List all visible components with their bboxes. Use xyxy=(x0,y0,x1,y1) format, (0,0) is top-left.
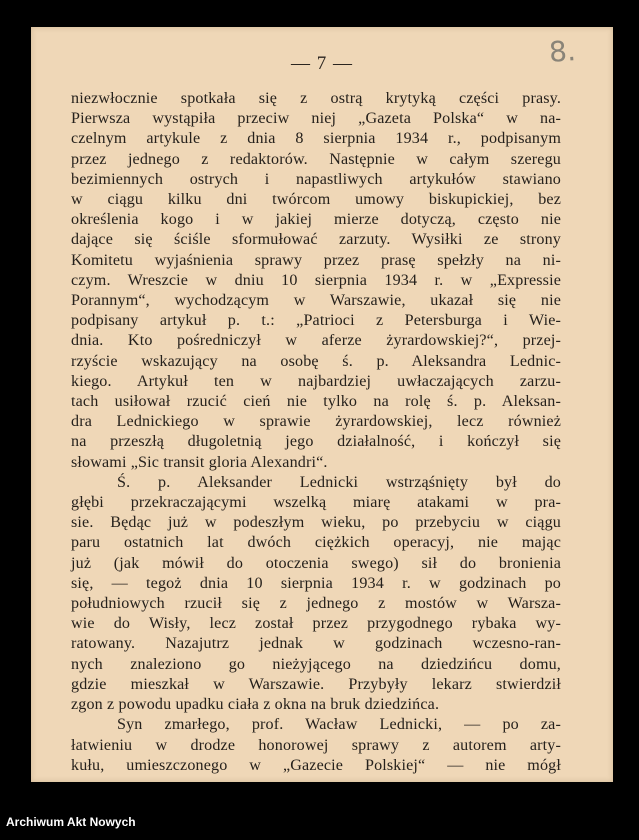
text-line: Pierwsza wystąpiła przeciw niej „Gazeta Polska“ w na- xyxy=(71,110,561,128)
text-line: już (jak mówił do otoczenia swego) sił do bronienia xyxy=(71,554,561,572)
text-line: przez jednego z redaktorów. Następnie w całym szeregu xyxy=(71,150,561,168)
body-text xyxy=(71,89,561,776)
text-line: kiego. Artykuł ten w najbardziej uwłaczających zarzu- xyxy=(71,372,561,390)
text-line: tach usiłował rzucić cień nie tylko na rolę ś. p. Aleksan- xyxy=(71,393,561,411)
text-line: na przeszłą długoletnią jego działalność, i kończył się xyxy=(71,433,561,451)
text-line: określenia kogo i w jakiej mierze dotyczą, często nie xyxy=(71,211,561,229)
text-line: sie. Będąc już w podeszłym wieku, po przebyciu w ciągu xyxy=(71,514,561,532)
text-line: nych znaleziono go nieżyjącego na dziedzińcu domu, xyxy=(71,655,561,673)
text-line: Ś. p. Aleksander Lednicki wstrząśnięty był do xyxy=(117,473,561,491)
text-line: ratowany. Nazajutrz jednak w godzinach wczesno-ran- xyxy=(71,635,561,653)
page-number: — 7 — xyxy=(291,53,353,74)
text-line: się, — tegoż dnia 10 sierpnia 1934 r. w godzinach po xyxy=(71,574,561,592)
text-line: dające się ściśle sformułować zarzuty. Wysiłki ze strony xyxy=(71,231,561,249)
text-line: gdzie mieszkał w Warszawie. Przybyły lekarz stwierdził xyxy=(71,675,561,693)
text-line: niezwłocznie spotkała się z ostrą krytyką części prasy. xyxy=(71,90,561,107)
text-line: głębi przekraczającymi wszelką miarę atakami w pra- xyxy=(71,494,561,512)
text-line: bezimiennych ostrych i napastliwych artykułów stawiano xyxy=(71,170,561,188)
text-line: łatwieniu w drodze honorowej sprawy z autorem arty- xyxy=(71,736,561,754)
text-line: zgon z powodu upadku ciała z okna na bruk dziedzińca. xyxy=(71,696,440,714)
text-line: czelnym artykule z dnia 8 sierpnia 1934 r., podpisanym xyxy=(71,130,561,148)
text-line: rzyście wskazujący na osobę ś. p. Aleksandra Lednic- xyxy=(71,352,561,370)
pencil-annotation: 8. xyxy=(547,34,577,69)
text-line: podpisany artykuł p. t.: „Patrioci z Petersburga i Wie- xyxy=(71,312,561,330)
text-line: w ciągu kilku dni twórcom umowy biskupickiej, bez xyxy=(71,191,561,209)
text-line: paru ostatnich lat dwóch ciężkich operacyj, nie mając xyxy=(71,534,561,552)
text-line: czym. Wreszcie w dniu 10 sierpnia 1934 r. w „Expressie xyxy=(71,271,561,289)
text-line: słowami „Sic transit gloria Alexandri“. xyxy=(71,453,328,471)
text-line: dra Lednickiego w sprawie żyrardowskiej, lecz również xyxy=(71,413,561,431)
document-page xyxy=(31,27,613,782)
text-line: Porannym“, wychodzącym w Warszawie, ukazał się nie xyxy=(71,292,561,310)
text-line: południowych rzucił się z jednego z mostów w Warsza- xyxy=(71,595,561,613)
text-line: Komitetu wyjaśnienia sprawy przez prasę spełzły na ni- xyxy=(71,251,561,269)
text-line: Syn zmarłego, prof. Wacław Lednicki, — po za- xyxy=(117,716,561,734)
text-line: dnia. Kto pośredniczył w aferze żyrardowskiej?“, przej- xyxy=(71,332,561,350)
text-line: kułu, umieszczonego w „Gazecie Polskiej“ — nie mógł xyxy=(71,756,561,774)
text-line: wie do Wisły, lecz został przez przygodnego rybaka wy- xyxy=(71,615,561,633)
archive-label: Archiwum Akt Nowych xyxy=(6,815,136,829)
